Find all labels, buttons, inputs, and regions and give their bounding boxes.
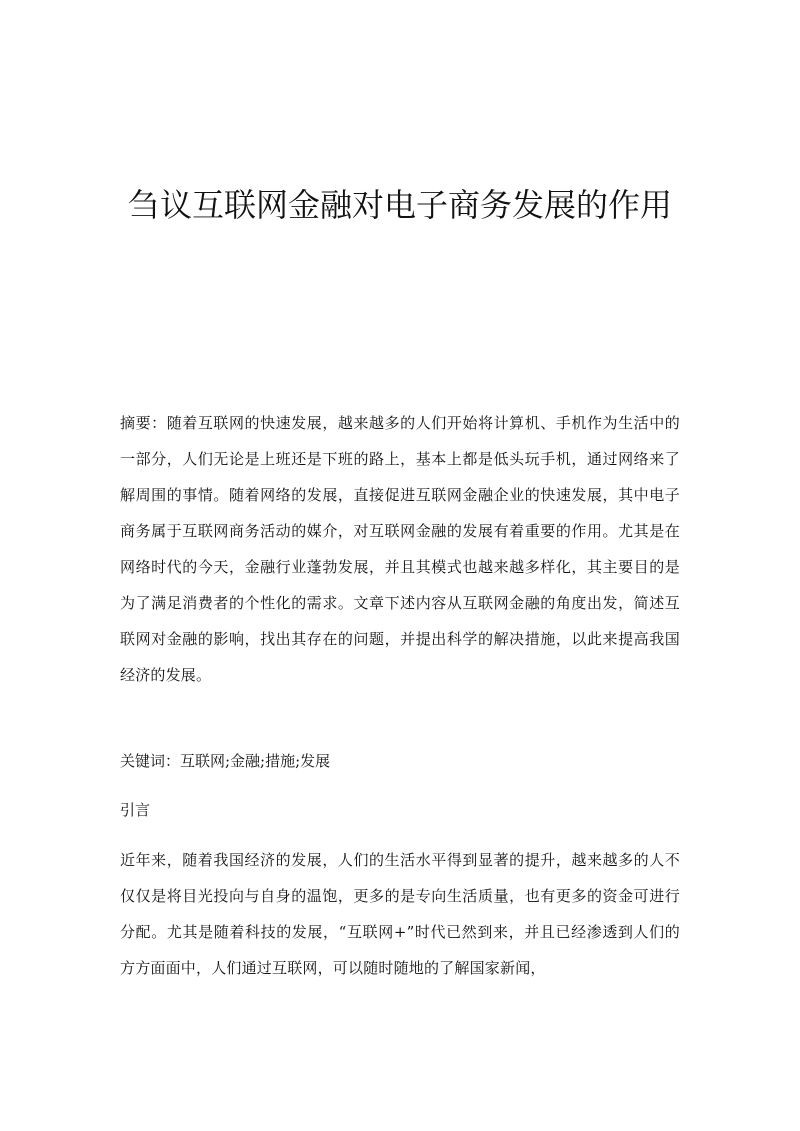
introduction-paragraph: 近年来，随着我国经济的发展，人们的生活水平得到显著的提升，越来越多的人不仅仅是将目光投向与自身的温饱，更多的是专向生活质量，也有更多的资金可进行分配。尤其是随着科技的发展，“互联网+”时代已然到来，并且已经渗透到人们的方方面面中，人们通过互联网，可以随时随地的了解国家新闻， [120,851,680,977]
introduction-heading: 引言 [120,801,151,819]
document-title: 刍议互联网金融对电子商务发展的作用 [127,186,672,224]
keywords-line: 关键词：互联网;金融;措施;发展 [120,752,331,770]
abstract-paragraph: 摘要：随着互联网的快速发展，越来越多的人们开始将计算机、手机作为生活中的一部分，人们无论是上班还是下班的路上，基本上都是低头玩手机，通过网络来了解周围的事情。随着网络的发展，直接促进互联网金融企业的快速发展，其中电子商务属于互联网商务活动的媒介，对互联网金融的发展有着重要的作用。尤其是在网络时代的今天，金融行业蓬勃发展，并且其模式也越来越多样化，其主要目的是为了满足消费者的个性化的需求。文章下述内容从互联网金融的角度出发，简述互联网对金融的影响，找出其存在的问题，并提出科学的解决措施，以此来提高我国经济的发展。 [120,414,680,684]
